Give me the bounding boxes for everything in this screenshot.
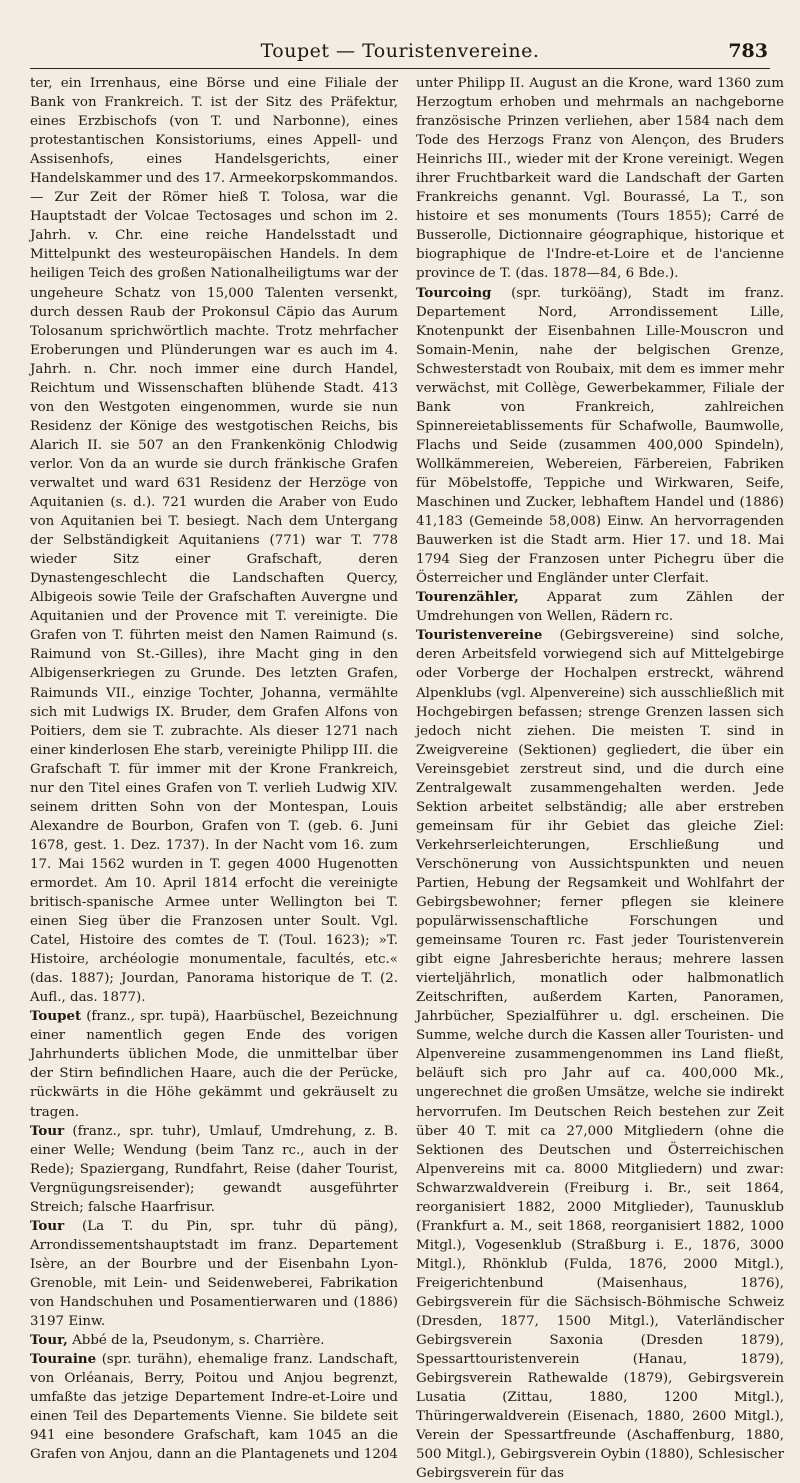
dictionary-entry xyxy=(30,1122,398,1217)
entry-headword: Toupet xyxy=(30,1008,82,1025)
entry-headword: Touraine xyxy=(30,1351,97,1368)
dictionary-entry xyxy=(30,1331,398,1350)
left-column xyxy=(30,74,398,1463)
entry-text: (spr. turköäng), Stadt im franz. Departement Nord, Arrondissement Lille, Knotenpunkt der Eisenbahnen Lille-Mouscron und Somain-Menin, nahe der belgischen Grenze, Schwesterstadt von Roubaix, mit dem es immer mehr verwächst, mit Collège, Gewerbekammer, Filiale der Bank von Frankreich, zahlreichen Spinnereietablissements für Schafwolle, Baumwolle, Flachs und Seide (zusammen 400,000 Spindeln), Wollkämmereien, Webereien, Färbereien, Fabriken für Möbelstoffe, Teppiche und Wirkwaren, Seife, Maschinen und Zucker, lebhaftem Handel und (1886) 41,183 (Gemeinde 58,008) Einw. An hervorragenden Bauwerken ist die Stadt arm. Hier 17. und 18. Mai 1794 Sieg der Franzosen unter Pichegru über die Österreicher und Engländer unter Clerfait. xyxy=(416,285,784,587)
header-rule xyxy=(30,68,770,69)
entry-text: (spr. turähn), ehemalige franz. Landschaft, von Orléanais, Berry, Poitou und Anjou begrenzt, umfaßte das jetzige Departement Indre-et-Loire und einen Teil des Departements Vienne. Sie bildete seit 941 eine besondere Grafschaft, kam 1045 an die Grafen von Anjou, dann an die Plantagenets und 1204 xyxy=(30,1352,398,1463)
entry-text: Apparat zum Zählen der Umdrehungen von Wellen, Rädern rc. xyxy=(416,590,784,625)
running-title: Toupet — Touristenvereine. xyxy=(260,40,540,62)
entry-headword: Tour xyxy=(30,1217,65,1234)
page-number: 783 xyxy=(728,40,768,62)
dictionary-entry xyxy=(416,588,784,626)
dictionary-entry xyxy=(30,1007,398,1121)
page-header xyxy=(30,40,770,66)
entry-headword: Tour xyxy=(30,1122,65,1139)
dictionary-entry xyxy=(30,1217,398,1331)
entry-text: Abbé de la, Pseudonym, s. Charrière. xyxy=(67,1333,325,1349)
entry-headword: Tourenzähler, xyxy=(416,589,519,606)
entry-headword: Tourcoing xyxy=(416,284,492,301)
continued-text: ter, ein Irrenhaus, eine Börse und eine Filiale der Bank von Frankreich. T. ist der Sitz des Präfektur, eines Erzbischofs (von T. und Narbonne), eines protestantischen Konsistoriums, eines Appell- und Assisenhofs, eines Handelsgerichts, einer Handelskammer und des 17. Armeekorpskommandos.— Zur Zeit der Römer hieß T. Tolosa, war die Hauptstadt der Volcae Tectosages und schon im 2. Jahrh. v. Chr. eine reiche Handelsstadt und Mittelpunkt des westeuropäischen Handels. In dem heiligen Teich des großen Nationalheiligtums war der ungeheure Schatz von 15,000 Talenten versenkt, durch dessen Raub der Prokonsul Cäpio das Aurum Tolosanum sprichwörtlich machte. Trotz mehrfacher Eroberungen und Plünderungen war es auch im 4. Jahrh. n. Chr. noch immer eine durch Handel, Reichtum und Wissenschaften blühende Stadt. 413 von den Westgoten eingenommen, wurde sie nun Residenz der Könige des westgotischen Reichs, bis Alarich II. sie 507 an den Frankenkönig Chlodwig verlor. Von da an wurde sie durch fränkische Grafen verwaltet und ward 631 Residenz der Herzöge von Aquitanien (s. d.). 721 wurden die Araber von Eudo von Aquitanien bei T. besiegt. Nach dem Untergang der Selbständigkeit Aquitaniens (771) war T. 778 wieder Sitz einer Grafschaft, deren Dynastengeschlecht die Landschaften Quercy, Albigeois sowie Teile der Grafschaften Auvergne und Aquitanien und der Provence mit T. vereinigte. Die Grafen von T. führten meist den Namen Raimund (s. Raimund von St.-Gilles), ihre Macht ging in den Albigenserkriegen zu Grunde. Des letzten Grafen, Raimunds VII., einzige Tochter, Johanna, vermählte sich mit Ludwigs IX. Bruder, dem Grafen Alfons von Poitiers, dem sie T. zubrachte. Als dieser 1271 nach einer kinderlosen Ehe starb, vereinigte Philipp III. die Grafschaft T. für immer mit der Krone Frankreich, nur den Titel eines Grafen von T. verlieh Ludwig XIV. seinem dritten Sohn von der Montespan, Louis Alexandre de Bourbon, Grafen von T. (geb. 6. Juni 1678, gest. 1. Dez. 1737). In der Nacht vom 16. zum 17. Mai 1562 wurden in T. gegen 4000 Hugenotten ermordet. Am 10. April 1814 erfocht die vereinigte britisch-spanische Armee unter Wellington bei T. einen Sieg über die Franzosen unter Soult. Vgl. Catel, Histoire des comtes de T. (Toul. 1623); »T. Histoire, archéologie monumentale, facultés, etc.« (das. 1887); Jourdan, Panorama historique de T. (2. Aufl., das. 1877). xyxy=(30,76,398,1006)
entry-text: (franz., spr. tuhr), Umlauf, Umdrehung, z. B. einer Welle; Wendung (beim Tanz rc., auch in der Rede); Spaziergang, Rundfahrt, Reise (daher Tourist, Vergnügungsreisender); gewandt ausgeführter Streich; falsche Haarfrisur. xyxy=(30,1123,398,1215)
entry-text: (franz., spr. tupä), Haarbüschel, Bezeichnung einer namentlich gegen Ende des vorigen Jahrhunderts üblichen Mode, die unmittelbar über der Stirn befindlichen Haare, auch die der Perücke, rückwärts in die Höhe gekämmt und gekräuselt zu tragen. xyxy=(30,1009,398,1120)
right-column xyxy=(416,74,784,1482)
entry-text: (La T. du Pin, spr. tuhr dü päng), Arrondissementshauptstadt im franz. Departement Isère, an der Bourbre und der Eisenbahn Lyon-Grenoble, mit Lein- und Seidenweberei, Fabrikation von Handschuhen und Posamentierwaren und (1886) 3197 Einw. xyxy=(30,1218,398,1330)
entry-headword: Touristenvereine xyxy=(416,627,543,644)
dictionary-entry xyxy=(30,1350,398,1464)
entry-headword: Tour, xyxy=(30,1332,68,1349)
continued-text: unter Philipp II. August an die Krone, ward 1360 zum Herzogtum erhoben und mehrmals an nachgeborne französische Prinzen verliehen, aber 1584 nach dem Tode des Herzogs Franz von Alençon, des Bruders Heinrichs III., wieder mit der Krone vereinigt. Wegen ihrer Fruchtbarkeit ward die Landschaft der Garten Frankreichs genannt. Vgl. Bourassé, La T., son histoire et ses monuments (Tours 1855); Carré de Busserolle, Dictionnaire géographique, historique et biographique de l'Indre-et-Loire et de l'ancienne province de T. (das. 1878—84, 6 Bde.). xyxy=(416,76,784,282)
dictionary-entry xyxy=(416,284,784,589)
dictionary-entry xyxy=(416,626,784,1483)
entry-text: (Gebirgsvereine) sind solche, deren Arbeitsfeld vorwiegend sich auf Mittelgebirge oder Vorberge der Hochalpen erstreckt, während Alpenklubs (vgl. Alpenvereine) sich ausschließlich mit Hochgebirgen befassen; strenge Grenzen lassen sich jedoch nicht ziehen. Die meisten T. sind in Zweigvereine (Sektionen) gegliedert, die über ein Vereinsgebiet zerstreut sind, und die durch eine Zentralgewalt zusammengehalten werden. Jede Sektion arbeitet selbständig; alle aber erstreben gemeinsam für ihr Gebiet das gleiche Ziel: Verkehrserleichterungen, Erschließung und Verschönerung von Aussichtspunkten und neuen Partien, Hebung der Regsamkeit und Wohlfahrt der Gebirgsbewohner; ferner pflegen sie kleinere populärwissenschaftliche Forschungen und gemeinsame Touren rc. Fast jeder Touristenverein gibt eigne Jahresberichte heraus; mehrere lassen vierteljährlich, monatlich oder halbmonatlich Zeitschriften, außerdem Karten, Panoramen, Jahrbücher, Spezialführer u. dgl. erscheinen. Die Summe, welche durch die Kassen aller Touristen- und Alpenvereine zusammengenommen ins Land fließt, beläuft sich pro Jahr auf ca. 400,000 Mk., ungerechnet die großen Umsätze, welche sie indirekt hervorrufen. Im Deutschen Reich bestehen zur Zeit über 40 T. mit ca 27,000 Mitgliedern (ohne die Sektionen des Deutschen und Österreichischen Alpenvereins mit ca. 8000 Mitgliedern) und zwar: Schwarzwaldverein (Freiburg i. Br., seit 1864, reorganisiert 1882, 2000 Mitglieder), Taunusklub (Frankfurt a. M., seit 1868, reorganisiert 1882, 1000 Mitgl.), Vogesenklub (Straßburg i. E., 1876, 3000 Mitgl.), Rhönklub (Fulda, 1876, 2000 Mitgl.), Freigerichtenbund (Maisenhaus, 1876), Gebirgsverein für die Sächsisch-Böhmische Schweiz (Dresden, 1877, 1500 Mitgl.), Vaterländischer Gebirgsverein Saxonia (Dresden 1879), Spessarttouristenverein (Hanau, 1879), Gebirgsverein Rathewalde (1879), Gebirgsverein Lusatia (Zittau, 1880, 1200 Mitgl.), Thüringerwaldverein (Eisenach, 1880, 2600 Mitgl.), Verein der Spessartfreunde (Aschaffenburg, 1880, 500 Mitgl.), Gebirgsverein Oybin (1880), Schlesischer Gebirgsverein für das xyxy=(416,628,784,1482)
